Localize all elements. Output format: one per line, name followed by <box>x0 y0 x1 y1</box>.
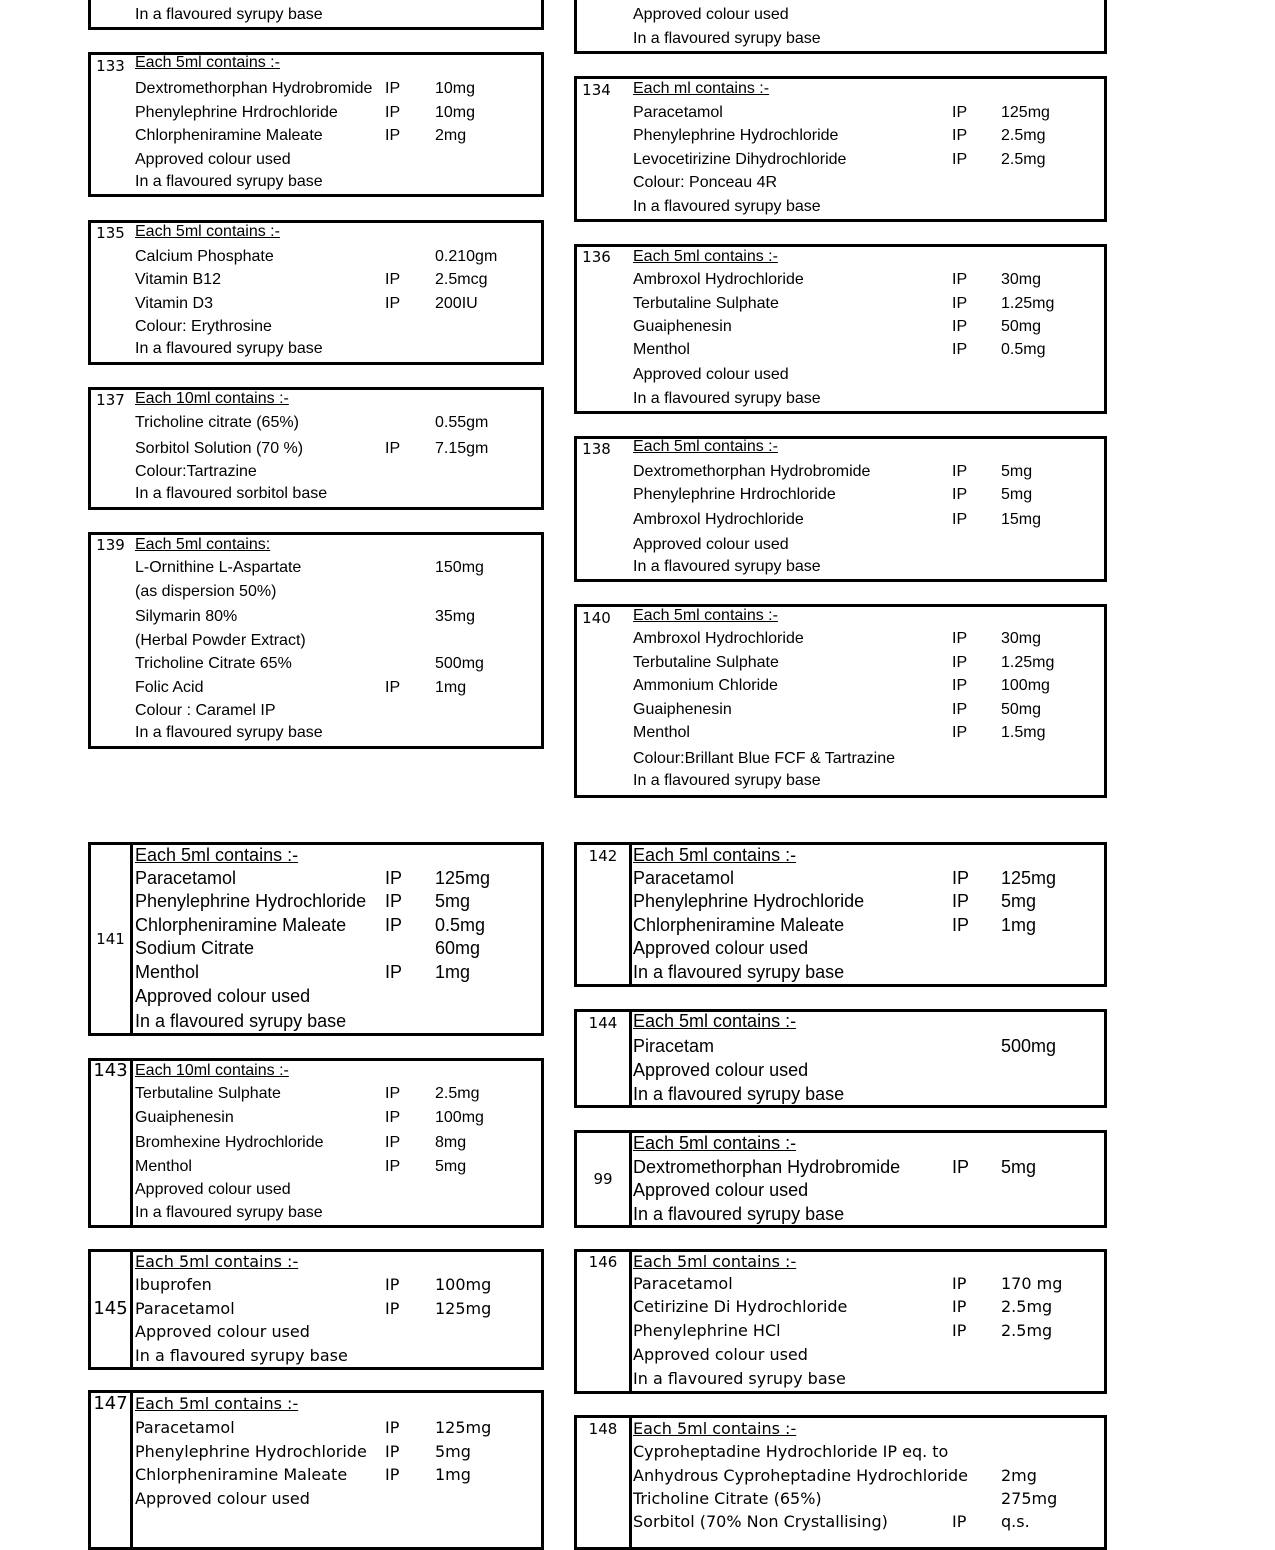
ingredient-quantity: 5mg <box>1001 1157 1037 1177</box>
ingredient-quantity: 0.55gm <box>435 414 489 431</box>
ingredient-quantity: 5mg <box>1001 463 1033 480</box>
pharmacopoeia-mark: IP <box>385 962 403 982</box>
ingredient-name: In a flavoured syrupy base <box>135 1011 347 1031</box>
ingredient-name: Silymarin 80% <box>135 608 238 625</box>
entry-number: 142 <box>588 846 618 865</box>
ingredient-quantity: 30mg <box>1001 630 1042 647</box>
ingredient-quantity: 30mg <box>1001 271 1042 288</box>
ingredient-quantity: 50mg <box>1001 318 1042 335</box>
pharmacopoeia-mark: IP <box>952 891 970 911</box>
ingredient-quantity: 0.5mg <box>1001 341 1046 358</box>
ingredient-name: In a flavoured syrupy base <box>135 1204 323 1221</box>
ingredient-quantity: 50mg <box>1001 701 1042 718</box>
formulation-header: Each 10ml contains :- <box>135 1062 289 1079</box>
entry-number: 144 <box>588 1013 618 1032</box>
ingredient-name: L-Ornithine L-Aspartate <box>135 559 302 576</box>
ingredient-quantity: 10mg <box>435 80 476 97</box>
pharmacopoeia-mark: IP <box>385 1085 401 1102</box>
pharmacopoeia-mark: IP <box>385 891 403 911</box>
pharmacopoeia-mark: IP <box>385 80 401 97</box>
ingredient-name: Sodium Citrate <box>135 938 255 958</box>
ingredient-quantity: 0.210gm <box>435 248 498 265</box>
ingredient-name: Phenylephrine Hydrochloride <box>633 891 865 911</box>
ingredient-name: Approved colour used <box>135 1489 310 1508</box>
ingredient-name: In a flavoured syrupy base <box>633 198 821 215</box>
ingredient-quantity: 60mg <box>435 938 481 958</box>
ingredient-quantity: 7.15gm <box>435 440 489 457</box>
ingredient-name: Terbutaline Sulphate <box>633 654 779 671</box>
ingredient-name: In a flavoured syrupy base <box>633 772 821 789</box>
ingredient-quantity: 125mg <box>435 1299 492 1318</box>
entry-number: 134 <box>582 80 611 99</box>
ingredient-name: Paracetamol <box>135 868 237 888</box>
pharmacopoeia-mark: IP <box>385 295 401 312</box>
ingredient-name: In a flavoured syrupy base <box>135 173 323 190</box>
entry-number: 137 <box>96 390 125 409</box>
ingredient-name: (as dispersion 50%) <box>135 583 277 600</box>
ingredient-quantity: 100mg <box>1001 677 1050 694</box>
ingredient-name: Approved colour used <box>633 1180 809 1200</box>
entry-number: 136 <box>582 247 611 266</box>
ingredient-name: In a flavoured syrupy base <box>633 558 821 575</box>
ingredient-quantity: 2mg <box>1001 1466 1037 1485</box>
number-column-divider <box>629 1252 632 1391</box>
ingredient-name: Approved colour used <box>633 1345 808 1364</box>
formulation-header: Each 5ml contains :- <box>135 223 280 240</box>
ingredient-name: Paracetamol <box>633 104 723 121</box>
number-column-divider <box>629 1418 632 1547</box>
ingredient-name: Paracetamol <box>135 1418 235 1437</box>
ingredient-name: Approved colour used <box>633 1060 809 1080</box>
pharmacopoeia-mark: IP <box>952 511 968 528</box>
ingredient-name: Colour:Tartrazine <box>135 463 257 480</box>
entry-number: 147 <box>93 1393 128 1414</box>
formulation-header: Each 5ml contains :- <box>135 1252 299 1271</box>
ingredient-name: Guaiphenesin <box>633 701 732 718</box>
ingredient-quantity: 2mg <box>435 127 467 144</box>
entry-number: 145 <box>93 1298 128 1319</box>
ingredient-quantity: 125mg <box>435 868 491 888</box>
entry-number: 139 <box>96 535 125 554</box>
ingredient-name: Tricholine citrate (65%) <box>135 414 299 431</box>
pharmacopoeia-mark: IP <box>952 677 968 694</box>
pharmacopoeia-mark: IP <box>385 868 403 888</box>
ingredient-name: In a flavoured syrupy base <box>135 724 323 741</box>
formulation-header: Each 5ml contains :- <box>633 607 778 624</box>
entry-number: 99 <box>593 1169 613 1188</box>
entry-number: 141 <box>96 929 125 948</box>
pharmacopoeia-mark: IP <box>952 1512 967 1531</box>
entry-number: 143 <box>93 1060 128 1081</box>
number-column-divider <box>629 1133 632 1225</box>
ingredient-quantity: 1mg <box>1001 915 1037 935</box>
ingredient-name: Phenylephrine HCl <box>633 1321 781 1340</box>
ingredient-name: In a flavoured syrupy base <box>633 1369 846 1388</box>
pharmacopoeia-mark: IP <box>385 271 401 288</box>
ingredient-name: Terbutaline Sulphate <box>633 295 779 312</box>
pharmacopoeia-mark: IP <box>385 1109 401 1126</box>
ingredient-quantity: 2.5mcg <box>435 271 488 288</box>
ingredient-name: Colour:Brillant Blue FCF & Tartrazine <box>633 750 896 767</box>
ingredient-name: Tricholine Citrate (65%) <box>633 1489 822 1508</box>
pharmacopoeia-mark: IP <box>952 271 968 288</box>
ingredient-name: Colour: Erythrosine <box>135 318 272 335</box>
ingredient-quantity: 5mg <box>1001 486 1033 503</box>
ingredient-quantity: 275mg <box>1001 1489 1058 1508</box>
ingredient-quantity: 1mg <box>435 1465 471 1484</box>
ingredient-name: Paracetamol <box>633 1274 733 1293</box>
ingredient-quantity: 1.5mg <box>1001 724 1046 741</box>
ingredient-name: Chlorpheniramine Maleate <box>633 915 845 935</box>
ingredient-name: Phenylephrine Hydrochloride <box>135 891 367 911</box>
ingredient-name: Guaiphenesin <box>135 1109 234 1126</box>
ingredient-name: Bromhexine Hydrochloride <box>135 1134 324 1151</box>
ingredient-quantity: 125mg <box>1001 104 1050 121</box>
ingredient-name: Approved colour used <box>135 151 291 168</box>
ingredient-quantity: 150mg <box>435 559 484 576</box>
pharmacopoeia-mark: IP <box>385 915 403 935</box>
ingredient-name: Phenylephrine Hydrochloride <box>633 127 839 144</box>
ingredient-name: In a flavoured syrupy base <box>633 1204 845 1224</box>
ingredient-quantity: 1mg <box>435 679 467 696</box>
formulation-header: Each 5ml contains :- <box>633 1252 797 1271</box>
pharmacopoeia-mark: IP <box>952 295 968 312</box>
ingredient-name: Colour: Ponceau 4R <box>633 174 778 191</box>
formulation-header: Each 5ml contains :- <box>633 1419 797 1438</box>
ingredient-name: In a flavoured syrupy base <box>135 1346 348 1365</box>
ingredient-name: Phenylephrine Hrdrochloride <box>135 104 338 121</box>
ingredient-name: Approved colour used <box>135 1322 310 1341</box>
entry-number: 146 <box>588 1252 618 1271</box>
ingredient-quantity: 500mg <box>435 655 484 672</box>
number-column-divider <box>130 1252 133 1367</box>
ingredient-name: Chlorpheniramine Maleate <box>135 127 323 144</box>
ingredient-quantity: 170 mg <box>1001 1274 1063 1293</box>
pharmacopoeia-mark: IP <box>385 1134 401 1151</box>
entry-number: 138 <box>582 439 611 458</box>
pharmacopoeia-mark: IP <box>952 1297 967 1316</box>
ingredient-name: Paracetamol <box>135 1299 235 1318</box>
pharmacopoeia-mark: IP <box>952 868 970 888</box>
ingredient-name: Approved colour used <box>633 6 789 23</box>
ingredient-name: Ambroxol Hydrochloride <box>633 271 804 288</box>
ingredient-quantity: 200IU <box>435 295 478 312</box>
pharmacopoeia-mark: IP <box>952 463 968 480</box>
ingredient-quantity: 1mg <box>435 962 471 982</box>
formulation-header: Each 5ml contains :- <box>633 1133 797 1153</box>
ingredient-name: Ambroxol Hydrochloride <box>633 511 804 528</box>
ingredient-name: Phenylephrine Hrdrochloride <box>633 486 836 503</box>
ingredient-name: Chlorpheniramine Maleate <box>135 1465 348 1484</box>
ingredient-name: Ibuprofen <box>135 1275 212 1294</box>
pharmacopoeia-mark: IP <box>385 1442 400 1461</box>
formulation-header: Each 5ml contains :- <box>633 248 778 265</box>
ingredient-quantity: 2.5mg <box>1001 151 1046 168</box>
ingredient-name: Paracetamol <box>633 868 735 888</box>
ingredient-name: Sorbitol (70% Non Crystallising) <box>633 1512 888 1531</box>
ingredient-quantity: 100mg <box>435 1109 484 1126</box>
pharmacopoeia-mark: IP <box>385 1418 400 1437</box>
ingredient-name: In a flavoured syrupy base <box>633 962 845 982</box>
ingredient-name: Levocetirizine Dihydrochloride <box>633 151 847 168</box>
ingredient-name: Menthol <box>633 724 690 741</box>
ingredient-name: Anhydrous Cyproheptadine Hydrochloride <box>633 1466 968 1485</box>
ingredient-name: Approved colour used <box>135 1181 291 1198</box>
pharmacopoeia-mark: IP <box>952 341 968 358</box>
ingredient-quantity: 2.5mg <box>1001 1321 1053 1340</box>
number-column-divider <box>629 1012 632 1105</box>
ingredient-quantity: 5mg <box>435 1442 471 1461</box>
pharmacopoeia-mark: IP <box>952 486 968 503</box>
ingredient-name: In a flavoured syrupy base <box>633 1084 845 1104</box>
ingredient-quantity: 1.25mg <box>1001 654 1055 671</box>
ingredient-name: Dextromethorphan Hydrobromide <box>633 463 871 480</box>
ingredient-name: Sorbitol Solution (70 %) <box>135 440 304 457</box>
ingredient-name: Approved colour used <box>135 986 311 1006</box>
ingredient-name: Approved colour used <box>633 536 789 553</box>
ingredient-name: Ammonium Chloride <box>633 677 778 694</box>
ingredient-name: Piracetam <box>633 1036 715 1056</box>
ingredient-name: In a flavoured sorbitol base <box>135 485 328 502</box>
pharmacopoeia-mark: IP <box>385 127 401 144</box>
pharmacopoeia-mark: IP <box>952 915 970 935</box>
ingredient-name: Dextromethorphan Hydrobromide <box>135 80 373 97</box>
number-column-divider <box>629 845 632 984</box>
pharmacopoeia-mark: IP <box>952 318 968 335</box>
ingredient-quantity: 2.5mg <box>1001 1297 1053 1316</box>
ingredient-name: In a flavoured syrupy base <box>135 340 323 357</box>
ingredient-name: Guaiphenesin <box>633 318 732 335</box>
formulation-header: Each 5ml contains :- <box>135 1394 299 1413</box>
ingredient-quantity: 5mg <box>435 1158 467 1175</box>
ingredient-quantity: 10mg <box>435 104 476 121</box>
ingredient-quantity: 15mg <box>1001 511 1042 528</box>
pharmacopoeia-mark: IP <box>385 1158 401 1175</box>
pharmacopoeia-mark: IP <box>952 127 968 144</box>
formulation-header: Each 10ml contains :- <box>135 390 289 407</box>
ingredient-name: Terbutaline Sulphate <box>135 1085 281 1102</box>
ingredient-name: In a flavoured syrupy base <box>135 6 323 23</box>
pharmacopoeia-mark: IP <box>952 1274 967 1293</box>
entry-number: 140 <box>582 608 611 627</box>
ingredient-name: Chlorpheniramine Maleate <box>135 915 347 935</box>
ingredient-quantity: q.s. <box>1001 1512 1030 1531</box>
ingredient-quantity: 0.5mg <box>435 915 486 935</box>
ingredient-name: In a flavoured syrupy base <box>633 390 821 407</box>
ingredient-name: In a flavoured syrupy base <box>633 30 821 47</box>
ingredient-name: Tricholine Citrate 65% <box>135 655 292 672</box>
pharmacopoeia-mark: IP <box>385 440 401 457</box>
formulation-header: Each 5ml contains: <box>135 536 271 553</box>
pharmacopoeia-mark: IP <box>385 1275 400 1294</box>
ingredient-name: (Herbal Powder Extract) <box>135 632 306 649</box>
pharmacopoeia-mark: IP <box>952 724 968 741</box>
pharmacopoeia-mark: IP <box>952 1321 967 1340</box>
pharmacopoeia-mark: IP <box>385 1299 400 1318</box>
entry-number: 148 <box>588 1419 618 1438</box>
formulation-header: Each 5ml contains :- <box>633 438 778 455</box>
ingredient-quantity: 500mg <box>1001 1036 1057 1056</box>
ingredient-name: Menthol <box>135 1158 192 1175</box>
ingredient-name: Approved colour used <box>633 366 789 383</box>
entry-number: 135 <box>96 223 125 242</box>
ingredient-name: Vitamin B12 <box>135 271 221 288</box>
ingredient-name: Menthol <box>135 962 200 982</box>
ingredient-name: Cetirizine Di Hydrochloride <box>633 1297 848 1316</box>
formulation-header: Each ml contains :- <box>633 80 770 97</box>
ingredient-quantity: 2.5mg <box>1001 127 1046 144</box>
pharmacopoeia-mark: IP <box>952 654 968 671</box>
ingredient-name: Folic Acid <box>135 679 204 696</box>
pharmacopoeia-mark: IP <box>952 104 968 121</box>
ingredient-name: Menthol <box>633 341 690 358</box>
ingredient-quantity: 1.25mg <box>1001 295 1055 312</box>
number-column-divider <box>130 1061 133 1225</box>
ingredient-name: Cyproheptadine Hydrochloride IP eq. to <box>633 1442 949 1461</box>
pharmacopoeia-mark: IP <box>385 104 401 121</box>
pharmacopoeia-mark: IP <box>952 701 968 718</box>
formulation-header: Each 5ml contains :- <box>633 845 797 865</box>
number-column-divider <box>130 1393 133 1547</box>
pharmacopoeia-mark: IP <box>952 151 968 168</box>
pharmacopoeia-mark: IP <box>385 1465 400 1484</box>
formulation-header: Each 5ml contains :- <box>633 1011 797 1031</box>
ingredient-quantity: 125mg <box>435 1418 492 1437</box>
pharmacopoeia-mark: IP <box>385 679 401 696</box>
ingredient-name: Colour : Caramel IP <box>135 702 276 719</box>
number-column-divider <box>130 845 133 1033</box>
pharmacopoeia-mark: IP <box>952 1157 970 1177</box>
ingredient-quantity: 100mg <box>435 1275 492 1294</box>
entry-number: 133 <box>96 56 125 75</box>
ingredient-quantity: 5mg <box>1001 891 1037 911</box>
formulation-header: Each 5ml contains :- <box>135 54 280 71</box>
ingredient-name: Ambroxol Hydrochloride <box>633 630 804 647</box>
ingredient-quantity: 2.5mg <box>435 1085 480 1102</box>
pharmacopoeia-mark: IP <box>952 630 968 647</box>
ingredient-name: Approved colour used <box>633 938 809 958</box>
ingredient-name: Calcium Phosphate <box>135 248 274 265</box>
formulation-header: Each 5ml contains :- <box>135 845 299 865</box>
ingredient-quantity: 5mg <box>435 891 471 911</box>
ingredient-quantity: 8mg <box>435 1134 467 1151</box>
ingredient-quantity: 125mg <box>1001 868 1057 888</box>
ingredient-name: Vitamin D3 <box>135 295 213 312</box>
ingredient-name: Dextromethorphan Hydrobromide <box>633 1157 901 1177</box>
ingredient-name: Phenylephrine Hydrochloride <box>135 1442 367 1461</box>
ingredient-quantity: 35mg <box>435 608 476 625</box>
